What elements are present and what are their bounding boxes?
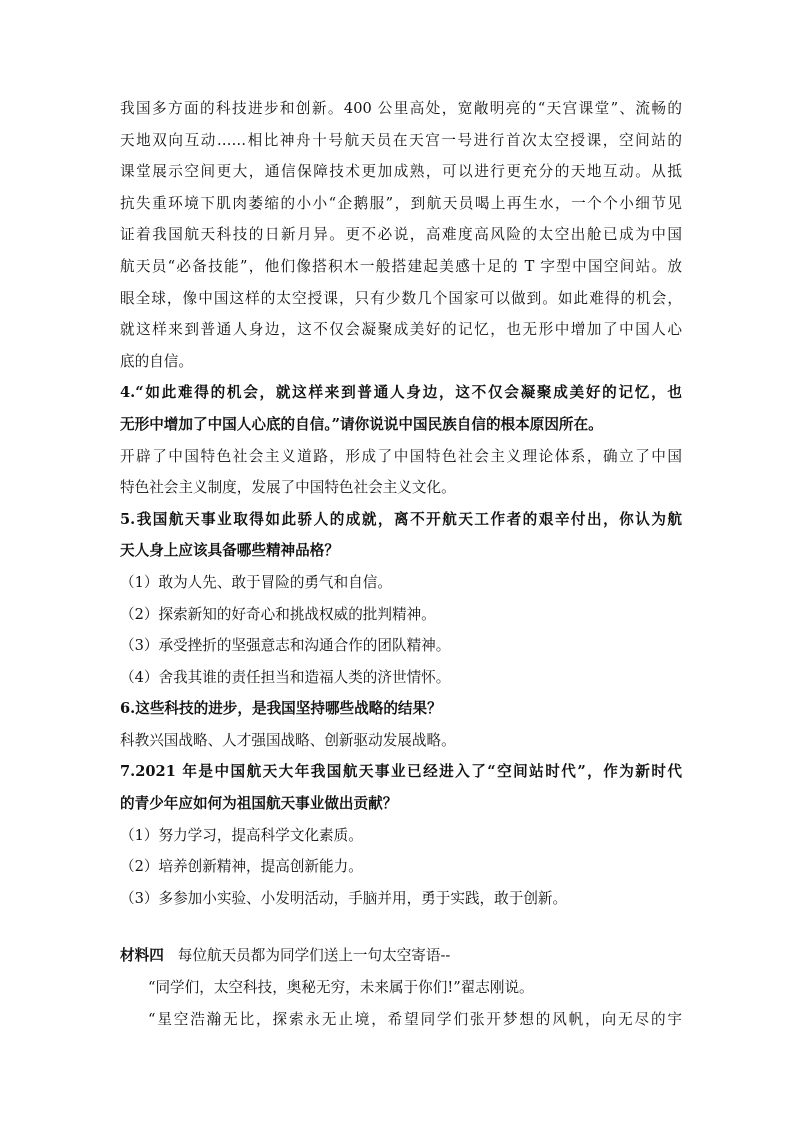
answer-item: （3）多参加小实验、小发明活动，手脑并用，勇于实践，敢于创新。	[120, 889, 568, 907]
paragraph-line: 证着我国航天科技的日新月异。更不必说，高难度高风险的太空出舱已成为中国	[120, 226, 682, 244]
material-intro: 每位航天员都为同学们送上一句太空寄语--	[177, 947, 451, 965]
question-4	[120, 377, 682, 440]
material-paragraph	[120, 93, 682, 377]
answer-7-list	[120, 820, 682, 915]
quote-line: “星空浩瀚无比，探索永无止境，希望同学们张开梦想的风帆，向无尽的宇	[148, 1010, 682, 1028]
question-7	[120, 756, 682, 819]
question-line: 7.2021 年是中国航天大年我国航天事业已经进入了“空间站时代”，作为新时代	[120, 763, 682, 781]
answer-item: （4）舍我其谁的责任担当和造福人类的济世情怀。	[120, 668, 451, 686]
answer-4	[120, 441, 682, 504]
question-5	[120, 504, 682, 567]
paragraph-line: 就这样来到普通人身边，这不仅会凝聚成美好的记忆，也无形中增加了中国人心	[120, 321, 682, 339]
document-content	[120, 93, 682, 1035]
question-line: 的青少年应如何为祖国航天事业做出贡献？	[120, 795, 398, 813]
paragraph-line: 课堂展示空间更大，通信保障技术更加成熟，可以进行更充分的天地互动。从抵	[120, 163, 682, 181]
answer-item: （1）努力学习，提高科学文化素质。	[120, 826, 363, 844]
answer-6	[120, 725, 682, 757]
paragraph-line: 底的自信。	[120, 352, 193, 370]
section-gap	[120, 914, 682, 940]
material-label: 材料四	[120, 947, 164, 965]
answer-5-list	[120, 567, 682, 693]
question-line: 4.“如此难得的机会，就这样来到普通人身边，这不仅会凝聚成美好的记忆，也	[120, 384, 682, 402]
paragraph-line: 抗失重环境下肌肉萎缩的小小“企鹅服”，到航天员喝上再生水，一个个小细节见	[120, 194, 682, 212]
answer-line: 科教兴国战略、人才强国战略、创新驱动发展战略。	[120, 731, 456, 749]
paragraph-line: 我国多方面的科技进步和创新。400 公里高处，宽敞明亮的“天宫课堂”、流畅的	[120, 100, 682, 117]
paragraph-line: 眼全球，像中国这样的太空授课，只有少数几个国家可以做到。如此难得的机会，	[120, 289, 682, 307]
answer-item: （1）敢为人先、敢于冒险的勇气和自信。	[120, 573, 392, 591]
answer-item: （2）培养创新精神，提高创新能力。	[120, 858, 363, 876]
answer-line: 特色社会主义制度，发展了中国特色社会主义文化。	[120, 479, 456, 497]
question-line: 天人身上应该具备哪些精神品格？	[120, 542, 339, 560]
material-heading	[120, 940, 682, 972]
quote-line: “同学们，太空科技，奥秘无穷，未来属于你们!”翟志刚说。	[148, 979, 534, 997]
question-line: 6.这些科技的进步，是我国坚持哪些战略的结果？	[120, 700, 442, 718]
paragraph-line: 天地双向互动……相比神舟十号航天员在天宫一号进行首次太空授课，空间站的	[120, 131, 682, 149]
answer-line: 开辟了中国特色社会主义道路，形成了中国特色社会主义理论体系，确立了中国	[120, 447, 682, 465]
question-line: 5.我国航天事业取得如此骄人的成就，离不开航天工作者的艰辛付出，你认为航	[120, 510, 682, 528]
answer-item: （3）承受挫折的坚强意志和沟通合作的团队精神。	[120, 637, 451, 655]
answer-item: （2）探索新知的好奇心和挑战权威的批判精神。	[120, 605, 436, 623]
question-line: 无形中增加了中国人心底的自信。”请你说说中国民族自信的根本原因所在。	[120, 415, 603, 433]
paragraph-line: 航天员“必备技能”，他们像搭积木一般搭建起美感十足的 T 字型中国空间站。放	[120, 257, 682, 275]
question-6	[120, 693, 682, 725]
